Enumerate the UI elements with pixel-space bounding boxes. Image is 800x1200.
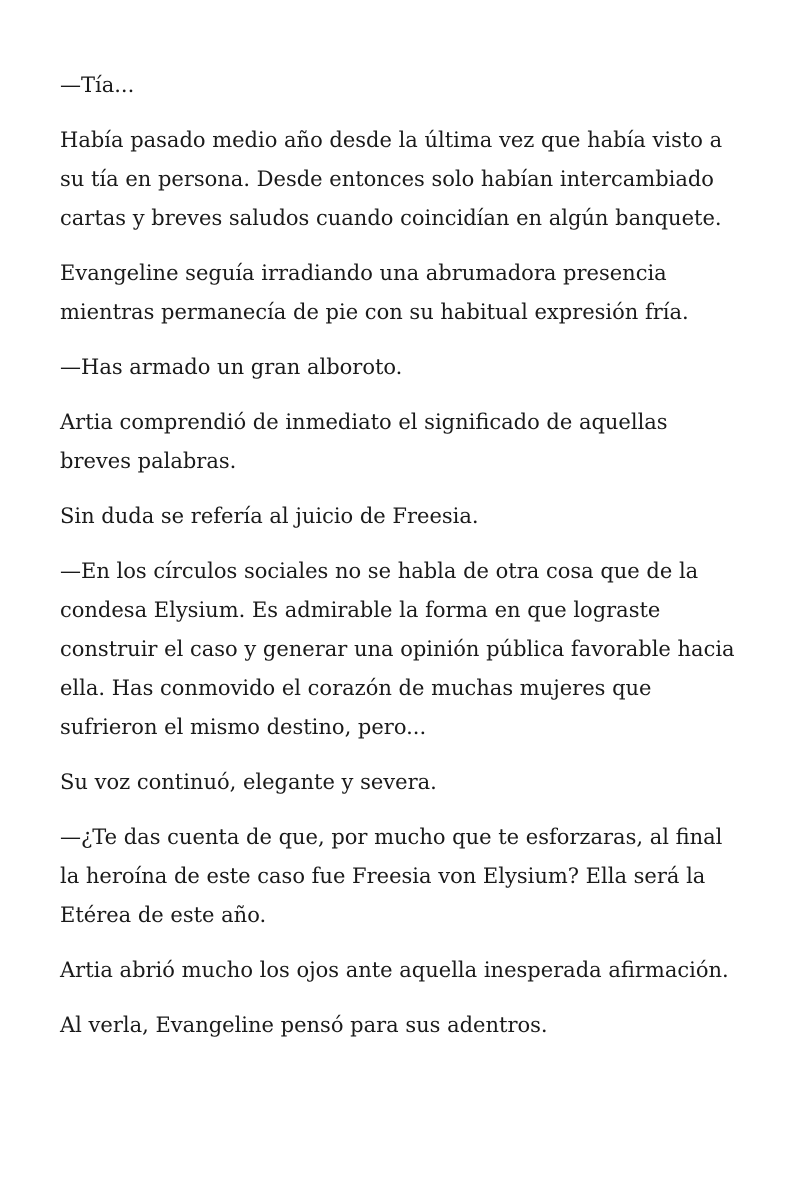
paragraph: Artia abrió mucho los ojos ante aquella inesperada afirmación.	[60, 958, 729, 982]
paragraph: —En los círculos sociales no se habla de otra cosa que de la condesa Elysium. Es admirable la forma en que lograste construir el caso y generar una opinión pública favorable hacia ella. Has conmovido el corazón de muchas mujeres que sufrieron el mismo destino, pero...	[60, 559, 735, 739]
paragraph: Sin duda se refería al juicio de Freesia.	[60, 504, 479, 528]
paragraph: Había pasado medio año desde la última vez que había visto a su tía en persona. Desde entonces solo habían intercambiado cartas y breves saludos cuando coincidían en algún banquete.	[60, 128, 723, 230]
paragraph: —Tía...	[60, 73, 135, 97]
paragraph: —Has armado un gran alboroto.	[60, 355, 403, 379]
paragraph: Evangeline seguía irradiando una abrumadora presencia mientras permanecía de pie con su habitual expresión fría.	[60, 261, 689, 324]
paragraph: Al verla, Evangeline pensó para sus adentros.	[60, 1013, 548, 1037]
paragraph: —¿Te das cuenta de que, por mucho que te esforzaras, al final la heroína de este caso fue Freesia von Elysium? Ella será la Etérea de este año.	[60, 825, 723, 927]
paragraph: Su voz continuó, elegante y severa.	[60, 770, 437, 794]
paragraph: Artia comprendió de inmediato el significado de aquellas breves palabras.	[60, 410, 668, 473]
